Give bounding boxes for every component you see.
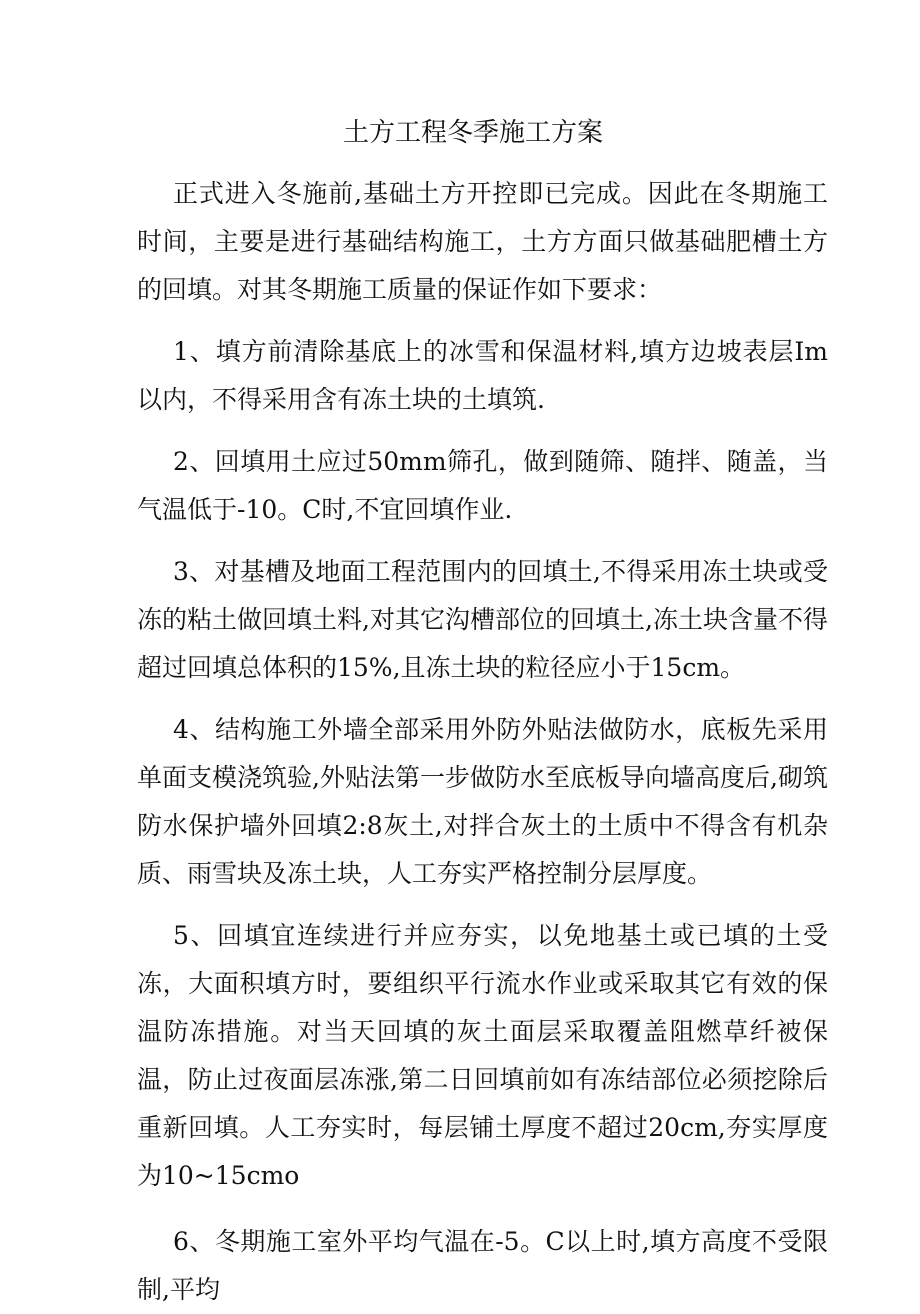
document-title: 土方工程冬季施工方案 [343, 118, 604, 148]
requirement-item-5: 5、回填宜连续进行并应夯实，以免地基土或已填的土受冻，大面积填方时，要组织平行流水作业或采取其它有效的保温防冻措施。对当天回填的灰土面层采取覆盖阻燃草纤被保温，防止过夜面层冻涨,第二日回填前如有冻结部位必须挖除后重新回填。人工夯实时，每层铺土厚度不超过20cm,夯实厚度为10~15cmo [137, 921, 828, 1190]
requirement-item-6: 6、冬期施工室外平均气温在-5。C以上时,填方高度不受限制,平均 [137, 1227, 828, 1304]
requirement-item-4: 4、结构施工外墙全部采用外防外贴法做防水，底板先采用单面支模浇筑验,外贴法第一步做防水至底板导向墙高度后,砌筑防水保护墙外回填2:8灰土,对拌合灰土的土质中不得含有机杂质、雨雪块及冻土块，人工夯实严格控制分层厚度。 [137, 715, 828, 888]
requirement-item-2: 2、回填用土应过50mm筛孔，做到随筛、随拌、随盖，当气温低于-10。C时,不宜回填作业. [137, 447, 828, 524]
requirement-item-1: 1、填方前清除基底上的冰雪和保温材料,填方边坡表层Im以内，不得采用含有冻土块的土填筑. [137, 337, 828, 414]
requirement-item-3: 3、对基槽及地面工程范围内的回填土,不得采用冻土块或受冻的粘土做回填土料,对其它沟槽部位的回填土,冻土块含量不得超过回填总体积的15%,且冻土块的粒径应小于15cm。 [137, 557, 828, 682]
intro-paragraph: 正式进入冬施前,基础土方开控即已完成。因此在冬期施工时间，主要是进行基础结构施工，土方方面只做基础肥槽土方的回填。对其冬期施工质量的保证作如下要求： [137, 179, 828, 304]
